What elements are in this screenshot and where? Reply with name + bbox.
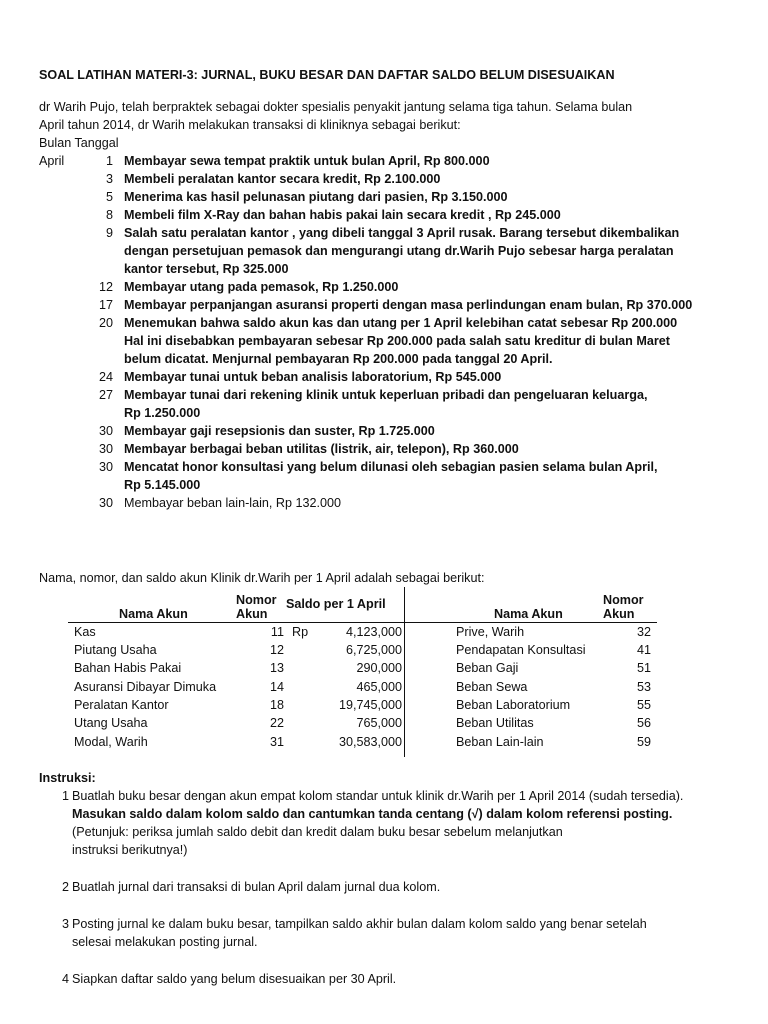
table-row: [0, 678, 768, 696]
account-number: 22: [269, 716, 284, 730]
instruction-line: Posting jurnal ke dalam buku besar, tampilkan saldo akhir bulan dalam kolom saldo yang benar setelah: [72, 917, 647, 931]
transaction-row: [39, 188, 739, 206]
table-row: [0, 696, 768, 714]
transaction-description: [124, 494, 724, 512]
transaction-description: [124, 188, 724, 206]
transaction-day: 3: [105, 172, 113, 186]
transaction-day: 20: [98, 316, 113, 330]
transaction-month: [39, 386, 91, 422]
account-name: Modal, Warih: [74, 735, 148, 749]
account-number: 31: [269, 735, 284, 749]
account-name-2: Prive, Warih: [456, 625, 525, 639]
table-row: [0, 714, 768, 732]
transaction-description: [124, 458, 724, 494]
header-number-top: Nomor: [236, 593, 277, 607]
transaction-line: Menemukan bahwa saldo akun kas dan utang per 1 April kelebihan catat sebesar Rp 200.000: [124, 316, 678, 330]
account-number-2: 55: [636, 698, 651, 712]
instruction-number: 3: [62, 917, 70, 931]
transaction-line: Salah satu peralatan kantor , yang dibeli tanggal 3 April rusak. Barang tersebut dikembalikan: [124, 226, 680, 240]
transaction-row: [39, 224, 739, 278]
transaction-month: [39, 422, 91, 440]
transaction-description: [124, 314, 724, 368]
account-number-2: 56: [636, 716, 651, 730]
instruction-line: instruksi berikutnya!): [72, 843, 188, 857]
instruction-1: [62, 787, 742, 859]
instruction-number: 2: [62, 880, 70, 894]
intro-line: April tahun 2014, dr Warih melakukan transaksi di kliniknya sebagai berikut:: [39, 118, 461, 132]
transaction-row: [39, 458, 739, 494]
account-name: Bahan Habis Pakai: [74, 661, 182, 675]
transaction-month: [39, 440, 91, 458]
account-number: 11: [270, 625, 284, 639]
transaction-line: Rp 1.250.000: [124, 406, 201, 420]
transaction-row: [39, 278, 739, 296]
transaction-day: 1: [105, 154, 113, 168]
transaction-day: 30: [98, 442, 113, 456]
transaction-row: [39, 296, 739, 314]
account-number: 13: [269, 661, 284, 675]
transaction-row: [39, 440, 739, 458]
transaction-row: [39, 368, 739, 386]
account-number-2: 59: [636, 735, 651, 749]
account-name-2: Beban Gaji: [456, 661, 519, 675]
transaction-row: [39, 206, 739, 224]
account-name-2: Beban Utilitas: [456, 716, 534, 730]
transaction-month: [39, 314, 91, 368]
transaction-line: kantor tersebut, Rp 325.000: [124, 262, 289, 276]
transaction-day: 24: [98, 370, 113, 384]
transaction-month: [39, 278, 91, 296]
transaction-line: Membayar beban lain-lain, Rp 132.000: [124, 496, 342, 510]
table-row: [0, 623, 768, 641]
header-number2-bottom: Akun: [603, 607, 635, 621]
currency-label: Rp: [292, 625, 309, 639]
transaction-month: [39, 188, 91, 206]
transaction-list: [39, 152, 739, 512]
transaction-line: Membayar berbagai beban utilitas (listrik, air, telepon), Rp 360.000: [124, 442, 519, 456]
transaction-day: 30: [98, 460, 113, 474]
account-name-2: Beban Laboratorium: [456, 698, 571, 712]
account-balance: 19,745,000: [338, 698, 402, 712]
table-row: [0, 641, 768, 659]
account-number: 14: [269, 680, 284, 694]
transaction-description: [124, 440, 724, 458]
transaction-day: 30: [98, 424, 113, 438]
transaction-line: belum dicatat. Menjurnal pembayaran Rp 200.000 pada tanggal 20 April.: [124, 352, 553, 366]
transaction-description: [124, 422, 724, 440]
transaction-line: dengan persetujuan pemasok dan mengurangi utang dr.Warih Pujo sebesar harga peralatan: [124, 244, 674, 258]
account-name: Kas: [74, 625, 96, 639]
transaction-month: [39, 458, 91, 494]
account-number-2: 41: [636, 643, 651, 657]
transaction-line: Membayar perpanjangan asuransi properti dengan masa perlindungan enam bulan, Rp 370.000: [124, 298, 693, 312]
transaction-line: Membeli peralatan kantor secara kredit, Rp 2.100.000: [124, 172, 441, 186]
header-account-name-2: Nama Akun: [494, 607, 563, 621]
transaction-row: [39, 152, 739, 170]
transaction-day: 17: [98, 298, 113, 312]
transaction-line: Membayar gaji resepsionis dan suster, Rp 1.725.000: [124, 424, 435, 438]
transaction-line: Membeli film X-Ray dan bahan habis pakai lain secara kredit , Rp 245.000: [124, 208, 561, 222]
instruction-line: Buatlah jurnal dari transaksi di bulan April dalam jurnal dua kolom.: [72, 880, 441, 894]
account-number-2: 53: [636, 680, 651, 694]
header-number2-top: Nomor: [603, 593, 644, 607]
account-balance: 290,000: [356, 661, 402, 675]
transaction-line: Membayar sewa tempat praktik untuk bulan April, Rp 800.000: [124, 154, 490, 168]
instruction-4: [62, 970, 742, 988]
instruction-number: 1: [62, 789, 70, 803]
account-name: Utang Usaha: [74, 716, 148, 730]
header-account-name: Nama Akun: [119, 607, 188, 621]
instruction-line: (Petunjuk: periksa jumlah saldo debit dan kredit dalam buku besar sebelum melanjutkan: [72, 825, 563, 839]
account-balance: 765,000: [356, 716, 402, 730]
transaction-month: [39, 170, 91, 188]
instruction-line: selesai melakukan posting jurnal.: [72, 935, 258, 949]
transaction-description: [124, 368, 724, 386]
transaction-day: 12: [98, 280, 113, 294]
transaction-month: [39, 368, 91, 386]
transaction-line: Membayar tunai dari rekening klinik untuk keperluan pribadi dan pengeluaran keluarga,: [124, 388, 648, 402]
transaction-description: [124, 386, 724, 422]
account-name-2: Beban Lain-lain: [456, 735, 544, 749]
intro-paragraph: [39, 98, 729, 152]
header-saldo: Saldo per 1 April: [286, 597, 386, 611]
page-title: SOAL LATIHAN MATERI-3: JURNAL, BUKU BESAR DAN DAFTAR SALDO BELUM DISESUAIKAN: [39, 68, 615, 82]
transaction-row: [39, 494, 739, 512]
account-number-2: 32: [636, 625, 651, 639]
intro-line: dr Warih Pujo, telah berpraktek sebagai dokter spesialis penyakit jantung selama tiga tahun. Selama bulan: [39, 100, 633, 114]
account-name: Piutang Usaha: [74, 643, 157, 657]
column-caption: Bulan Tanggal: [39, 136, 119, 150]
transaction-day: 5: [105, 190, 113, 204]
transaction-row: [39, 170, 739, 188]
account-balance: 465,000: [356, 680, 402, 694]
transaction-row: [39, 314, 739, 368]
instruction-line: Buatlah buku besar dengan akun empat kolom standar untuk klinik dr.Warih per 1 April 2014 (sudah tersedia).: [72, 789, 684, 803]
transaction-row: [39, 386, 739, 422]
instruction-3: [62, 915, 742, 951]
instructions-title: Instruksi:: [39, 771, 96, 785]
transaction-description: [124, 224, 724, 278]
transaction-day: 30: [98, 496, 113, 510]
account-name-2: Pendapatan Konsultasi: [456, 643, 586, 657]
transaction-description: [124, 170, 724, 188]
account-number-2: 51: [636, 661, 651, 675]
transaction-line: Membayar tunai untuk beban analisis laboratorium, Rp 545.000: [124, 370, 502, 384]
transaction-description: [124, 152, 724, 170]
transaction-description: [124, 296, 724, 314]
transaction-description: [124, 206, 724, 224]
table-row: [0, 733, 768, 751]
account-balance: 6,725,000: [345, 643, 402, 657]
transaction-day: 8: [105, 208, 113, 222]
instruction-line: Siapkan daftar saldo yang belum disesuaikan per 30 April.: [72, 972, 397, 986]
transaction-row: [39, 422, 739, 440]
transaction-month: [39, 224, 91, 278]
transaction-description: [124, 278, 724, 296]
transaction-day: 27: [98, 388, 113, 402]
account-name-2: Beban Sewa: [456, 680, 528, 694]
account-balance: 30,583,000: [338, 735, 402, 749]
account-name: Asuransi Dibayar Dimuka: [74, 680, 217, 694]
account-number: 18: [269, 698, 284, 712]
transaction-month: [39, 296, 91, 314]
account-balance: 4,123,000: [345, 625, 402, 639]
instruction-line: Masukan saldo dalam kolom saldo dan cantumkan tanda centang (√) dalam kolom referensi posting.: [72, 807, 673, 821]
transaction-day: 9: [105, 226, 113, 240]
transaction-line: Rp 5.145.000: [124, 478, 201, 492]
transaction-month: April: [39, 154, 65, 168]
instruction-2: [62, 878, 742, 896]
account-name: Peralatan Kantor: [74, 698, 169, 712]
header-number-bottom: Akun: [236, 607, 268, 621]
transaction-line: Membayar utang pada pemasok, Rp 1.250.000: [124, 280, 399, 294]
account-number: 12: [269, 643, 284, 657]
transaction-line: Mencatat honor konsultasi yang belum dilunasi oleh sebagian pasien selama bulan April,: [124, 460, 658, 474]
accounts-intro: Nama, nomor, dan saldo akun Klinik dr.Warih per 1 April adalah sebagai berikut:: [39, 571, 485, 585]
transaction-line: Menerima kas hasil pelunasan piutang dari pasien, Rp 3.150.000: [124, 190, 508, 204]
transaction-line: Hal ini disebabkan pembayaran sebesar Rp 200.000 pada salah satu kreditur di bulan Maret: [124, 334, 670, 348]
transaction-month: [39, 206, 91, 224]
transaction-month: [39, 494, 91, 512]
table-row: [0, 659, 768, 677]
instruction-number: 4: [62, 972, 70, 986]
